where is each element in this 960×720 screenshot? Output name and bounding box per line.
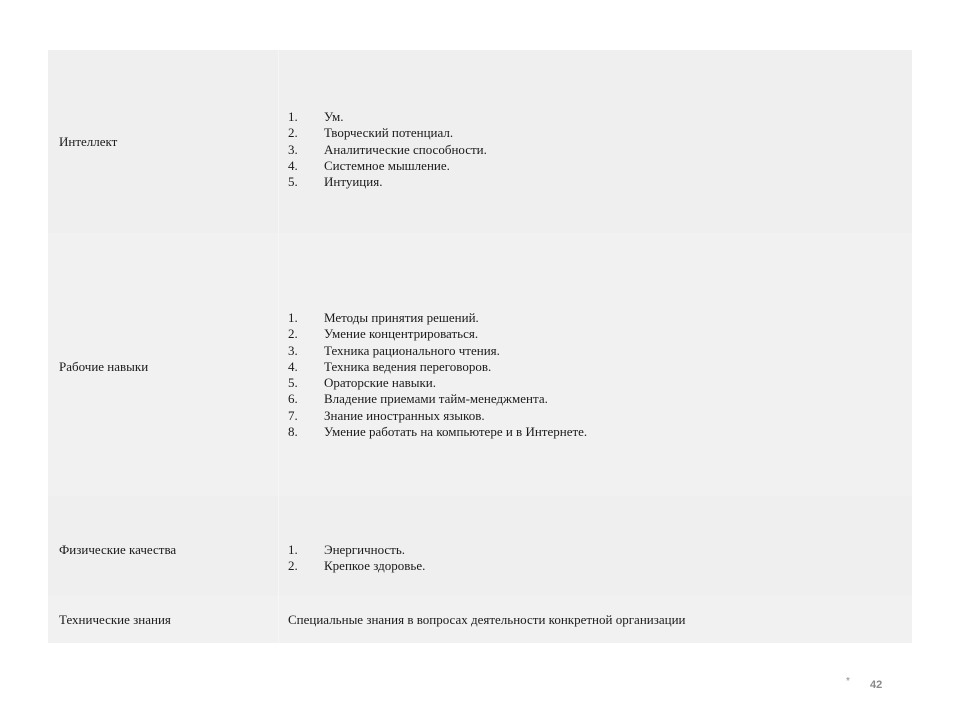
column-divider [278,50,279,643]
list-item: 5. Интуиция. [288,174,383,190]
list-item: 2. Творческий потенциал. [288,125,454,141]
list-item: 4. Техника ведения переговоров. [288,358,492,374]
numbered-list [288,310,587,440]
row-label: Рабочие навыки [59,359,149,374]
numbered-list [288,542,425,575]
numbered-list [288,109,487,190]
list-item: 1. Ум. [288,109,344,124]
list-item: 1. Методы принятия решений. [288,310,479,325]
list-item: 2. Крепкое здоровье. [288,558,426,574]
table-row [48,50,912,233]
row-label: Физические качества [59,542,177,557]
qualities-table [48,50,912,643]
list-item: 3. Техника рационального чтения. [288,342,500,358]
list-item: 5. Ораторские навыки. [288,375,437,391]
list-item: 3. Аналитические способности. [288,141,487,157]
list-item: 2. Умение концентрироваться. [288,326,479,342]
table-row [48,496,912,596]
list-item: 8. Умение работать на компьютере и в Интернете. [288,424,588,440]
list-item: 6. Владение приемами тайм-менеджмента. [288,391,548,407]
page-number: 42 [870,679,883,691]
footer-bullet: * [846,676,850,687]
list-item: 7. Знание иностранных языков. [288,407,485,423]
table-row [48,233,912,496]
list-item: 4. Системное мышление. [288,157,450,173]
table-row [48,596,912,643]
row-description: Специальные знания в вопросах деятельности конкретной организации [288,612,686,627]
row-label: Интеллект [59,134,118,149]
list-item: 1. Энергичность. [288,542,406,557]
row-label: Технические знания [59,612,171,627]
